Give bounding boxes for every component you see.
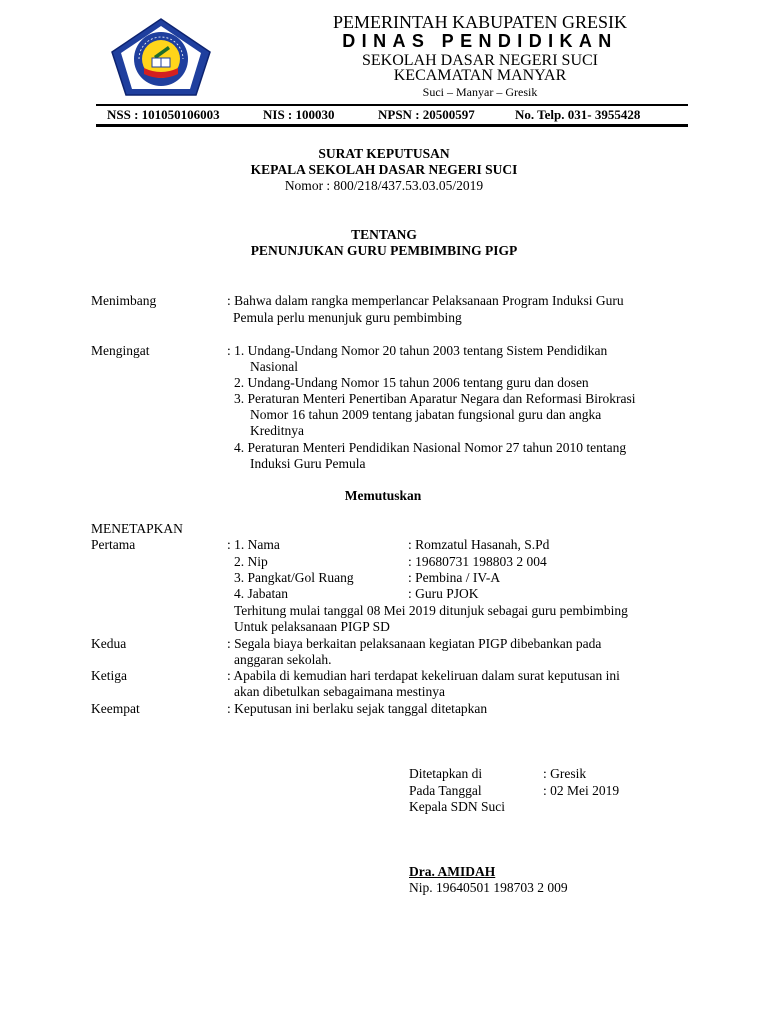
- school-nis: NIS : 100030: [263, 107, 335, 122]
- mengingat-item: Kreditnya: [250, 423, 304, 438]
- pertama-jabatan-value: : Guru PJOK: [408, 586, 479, 601]
- signatory-nip: Nip. 19640501 198703 2 009: [409, 880, 568, 895]
- pertama-note: Terhitung mulai tanggal 08 Mei 2019 ditunjuk sebagai guru pembimbing: [234, 603, 628, 618]
- letterhead-school: SEKOLAH DASAR NEGERI SUCI: [361, 52, 598, 69]
- mengingat-item: 4. Peraturan Menteri Pendidikan Nasional Nomor 27 tahun 2010 tentang: [234, 440, 627, 455]
- pertama-golongan-value: : Pembina / IV-A: [408, 570, 501, 585]
- letterhead-district: KECAMATAN MANYAR: [393, 67, 567, 84]
- signatory-position: Kepala SDN Suci: [409, 799, 505, 814]
- keempat-line: : Keputusan ini berlaku sejak tanggal ditetapkan: [227, 701, 488, 716]
- tanggal-value: : 02 Mei 2019: [543, 783, 620, 798]
- letterhead-agency: DINAS PENDIDIKAN: [342, 31, 618, 51]
- pertama-jabatan-key: 4. Jabatan: [234, 586, 288, 601]
- school-nss: NSS : 101050106003: [107, 107, 220, 122]
- ketiga-line: : Apabila di kemudian hari terdapat kekeliruan dalam surat keputusan ini: [227, 668, 620, 683]
- decree-title: SURAT KEPUTUSAN: [318, 146, 450, 161]
- memutuskan-heading: Memutuskan: [344, 488, 422, 503]
- mengingat-item: 3. Peraturan Menteri Penertiban Aparatur Negara dan Reformasi Birokrasi: [234, 391, 636, 406]
- ketiga-label: Ketiga: [91, 668, 127, 683]
- pertama-label: Pertama: [91, 537, 136, 552]
- pertama-nip-value: : 19680731 198803 2 004: [408, 554, 547, 569]
- decree-number: Nomor : 800/218/437.53.03.05/2019: [284, 178, 484, 193]
- menimbang-line: : Bahwa dalam rangka memperlancar Pelaksanaan Program Induksi Guru: [227, 293, 624, 308]
- decree-topic: PENUNJUKAN GURU PEMBIMBING PIGP: [250, 243, 518, 258]
- letterhead-address: Suci – Manyar – Gresik: [422, 85, 538, 99]
- kedua-line: anggaran sekolah.: [234, 652, 332, 667]
- pertama-nip-key: 2. Nip: [234, 554, 268, 569]
- school-logo: [108, 16, 214, 98]
- mengingat-item: : 1. Undang-Undang Nomor 20 tahun 2003 tentang Sistem Pendidikan: [227, 343, 608, 358]
- ditetapkan-key: Ditetapkan di: [409, 766, 483, 781]
- menimbang-line: Pemula perlu menunjuk guru pembimbing: [233, 310, 462, 325]
- kedua-line: : Segala biaya berkaitan pelaksanaan kegiatan PIGP dibebankan pada: [227, 636, 602, 651]
- decree-subtitle: KEPALA SEKOLAH DASAR NEGERI SUCI: [250, 162, 518, 177]
- mengingat-item: Nasional: [250, 359, 298, 374]
- keempat-label: Keempat: [91, 701, 140, 716]
- pertama-nama-key: : 1. Nama: [227, 537, 280, 552]
- letterhead-rule-top: [96, 104, 688, 106]
- mengingat-item: Nomor 16 tahun 2009 tentang jabatan fungsional guru dan angka: [250, 407, 602, 422]
- menimbang-label: Menimbang: [91, 293, 157, 308]
- kedua-label: Kedua: [91, 636, 127, 651]
- tanggal-key: Pada Tanggal: [409, 783, 482, 798]
- ditetapkan-value: : Gresik: [543, 766, 587, 781]
- mengingat-item: Induksi Guru Pemula: [250, 456, 366, 471]
- school-npsn: NPSN : 20500597: [378, 107, 475, 122]
- ketiga-line: akan dibetulkan sebagaimana mestinya: [234, 684, 446, 699]
- menetapkan-label: MENETAPKAN: [91, 521, 183, 536]
- letterhead-rule-bottom: [96, 124, 688, 127]
- pertama-nama-value: : Romzatul Hasanah, S.Pd: [408, 537, 550, 552]
- school-phone: No. Telp. 031- 3955428: [515, 107, 641, 122]
- pertama-note: Untuk pelaksanaan PIGP SD: [234, 619, 390, 634]
- mengingat-item: 2. Undang-Undang Nomor 15 tahun 2006 tentang guru dan dosen: [234, 375, 589, 390]
- decree-tentang: TENTANG: [351, 227, 417, 242]
- mengingat-label: Mengingat: [91, 343, 150, 358]
- signatory-name: Dra. AMIDAH: [409, 864, 496, 879]
- letterhead-government: PEMERINTAH KABUPATEN GRESIK: [333, 12, 627, 32]
- pertama-golongan-key: 3. Pangkat/Gol Ruang: [234, 570, 354, 585]
